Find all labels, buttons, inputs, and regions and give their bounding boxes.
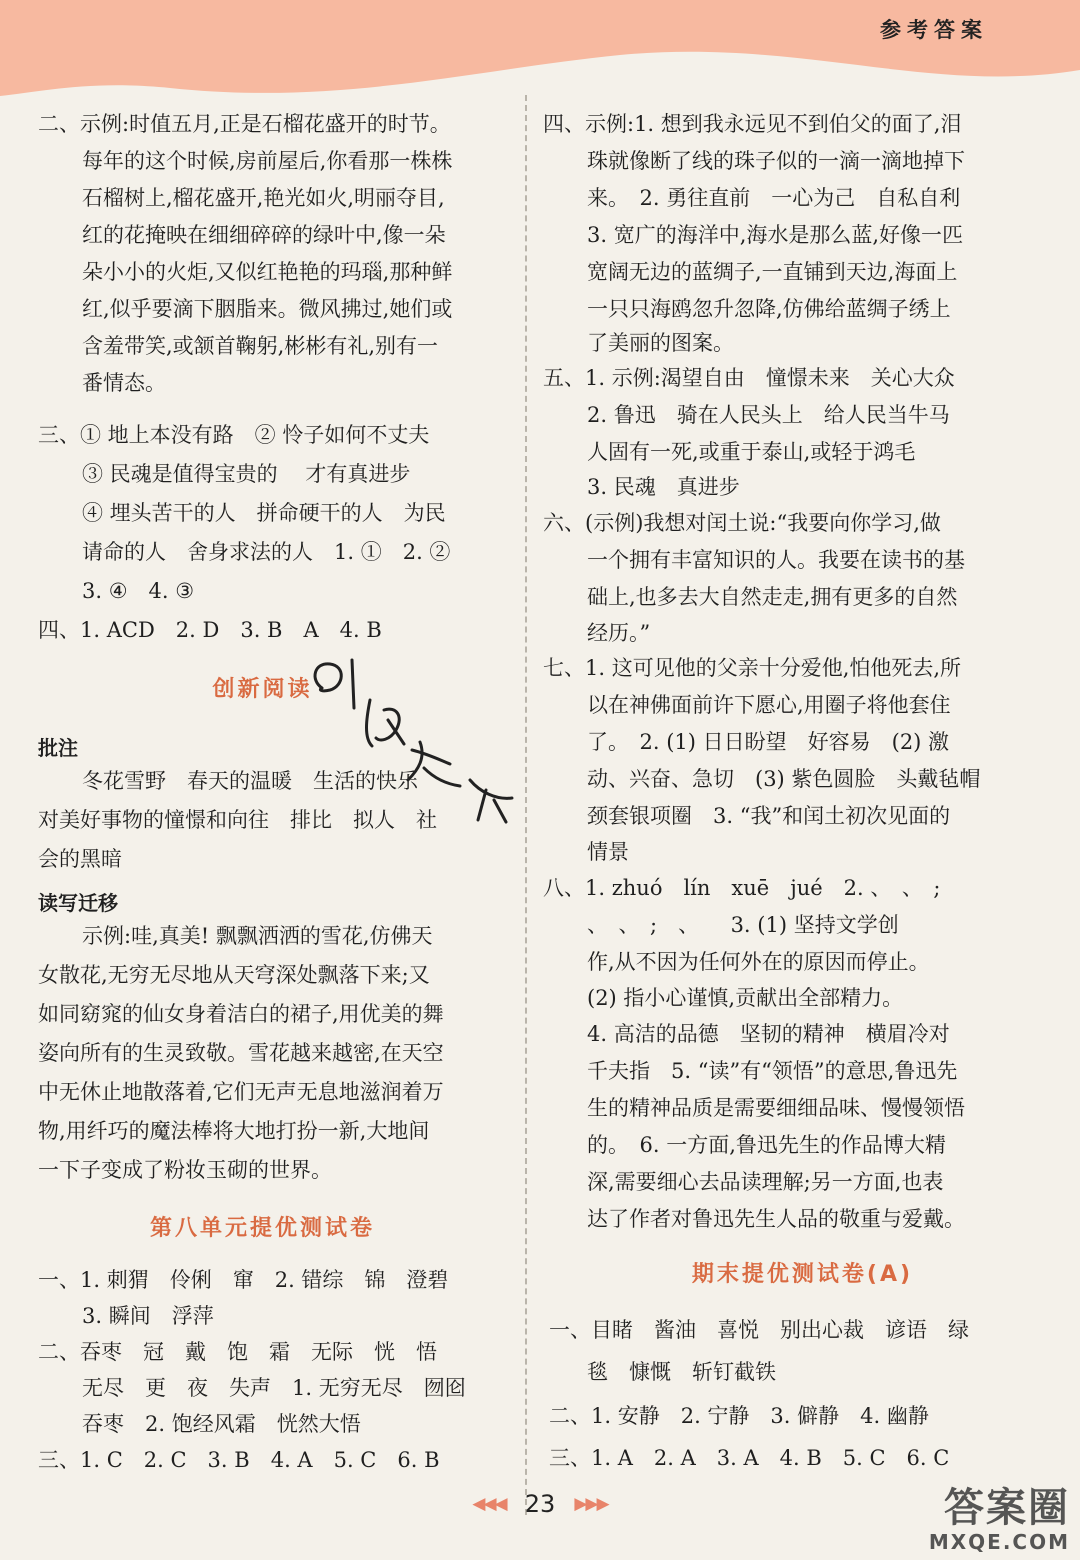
- answer-line: 女散花,无穷无尽地从天穹深处飘落下来;又: [38, 963, 430, 987]
- section-heading-unit8: 第八单元提优测试卷: [149, 1216, 375, 1241]
- answer-line: 毯 慷慨 斩钉截铁: [587, 1360, 776, 1384]
- answer-line: 一下子变成了粉妆玉砌的世界。: [38, 1158, 332, 1182]
- answer-line: ③ 民魂是值得宝贵的 才有真进步: [82, 462, 411, 486]
- answer-line: 七、1. 这可见他的父亲十分爱他,怕他死去,所: [543, 656, 962, 680]
- answer-line: ④ 埋头苦干的人 拼命硬干的人 为民: [82, 501, 446, 525]
- answer-line: 四、示例:1. 想到我永远见不到伯父的面了,泪: [543, 112, 962, 136]
- answer-line: 朵小小的火炬,又似红艳艳的玛瑙,那种鲜: [82, 260, 453, 284]
- answer-line: 如同窈窕的仙女身着洁白的裙子,用优美的舞: [38, 1002, 444, 1026]
- answer-line: 冬花雪野 春天的温暖 生活的快乐: [82, 769, 418, 793]
- answer-line: 3. ④ 4. ③: [82, 579, 195, 603]
- answer-line: 一、1. 刺猬 伶俐 窜 2. 错综 锦 澄碧: [38, 1268, 449, 1292]
- answer-line: 千夫指 5. “读”有“领悟”的意思,鲁迅先: [587, 1059, 958, 1083]
- answer-line: 二、1. 安静 2. 宁静 3. 僻静 4. 幽静: [549, 1404, 929, 1428]
- left-arrows-icon: ◀◀◀: [472, 1494, 506, 1514]
- watermark-url: MXQE.COM: [928, 1530, 1070, 1554]
- answer-line: 红的花掩映在细细碎碎的绿叶中,像一朵: [82, 223, 446, 247]
- answer-line: 经历。”: [587, 621, 651, 645]
- answer-line: 情景: [587, 840, 629, 864]
- answer-line: 人固有一死,或重于泰山,或轻于鸿毛: [587, 440, 916, 464]
- answer-line: 以在神佛面前许下愿心,用圈子将他套住: [587, 693, 951, 717]
- answer-line: 一、目睹 酱油 喜悦 别出心裁 谚语 绿: [549, 1318, 969, 1342]
- answer-line: 中无休止地散落着,它们无声无息地滋润着万: [38, 1080, 444, 1104]
- subheading-duxie: 读写迁移: [38, 891, 118, 915]
- page-footer: [0, 1490, 1080, 1540]
- answer-line: 二、示例:时值五月,正是石榴花盛开的时节。: [38, 112, 451, 136]
- answer-line: (2) 指小心谨慎,贡献出全部精力。: [587, 986, 904, 1010]
- answer-line: 4. 高洁的品德 坚韧的精神 横眉冷对: [587, 1022, 950, 1046]
- answer-line: 石榴树上,榴花盛开,艳光如火,明丽夺目,: [82, 186, 445, 210]
- answer-line: 了。 2. (1) 日日盼望 好容易 (2) 激: [587, 730, 950, 754]
- section-heading-innovation: 创新阅读: [212, 677, 313, 702]
- answer-line: 吞枣 2. 饱经风霜 恍然大悟: [82, 1412, 361, 1436]
- watermark-logo: [929, 1486, 1070, 1554]
- answer-line: 三、1. A 2. A 3. A 4. B 5. C 6. C: [549, 1446, 950, 1470]
- answer-line: 了美丽的图案。: [587, 331, 734, 355]
- answer-line: 会的黑暗: [38, 847, 122, 871]
- answer-line: 宽阔无边的蓝绸子,一直铺到天边,海面上: [587, 260, 958, 284]
- answer-line: 珠就像断了线的珠子似的一滴一滴地掉下: [587, 149, 965, 173]
- answer-line: 姿向所有的生灵致敬。雪花越来越密,在天空: [38, 1041, 444, 1065]
- answer-line: 三、① 地上本没有路 ② 怜子如何不丈夫: [38, 423, 430, 447]
- answer-line: 请命的人 舍身求法的人 1. ① 2. ②: [82, 540, 451, 564]
- answer-line: 对美好事物的憧憬和向往 排比 拟人 社: [38, 808, 437, 832]
- answer-line: 含羞带笑,或颔首鞠躬,彬彬有礼,别有一: [82, 334, 439, 358]
- answer-line: 3. 瞬间 浮萍: [82, 1304, 214, 1328]
- answer-line: 3. 宽广的海洋中,海水是那么蓝,好像一匹: [587, 223, 964, 247]
- answer-line: 八、1. zhuó lín xuē jué 2. 、 、 ;: [543, 876, 941, 900]
- answer-line: 来。 2. 勇往直前 一心为己 自私自利: [587, 186, 961, 210]
- answer-line: 四、1. ACD 2. D 3. B A 4. B: [38, 618, 382, 642]
- right-column: [525, 0, 1080, 1560]
- answer-line: 的。 6. 一方面,鲁迅先生的作品博大精: [587, 1133, 946, 1157]
- answer-line: 番情态。: [82, 371, 166, 395]
- subheading-pizhu: 批注: [38, 736, 78, 760]
- answer-line: 一个拥有丰富知识的人。我要在读书的基: [587, 548, 965, 572]
- answer-line: 生的精神品质是需要细细品味、慢慢领悟: [587, 1096, 965, 1120]
- answer-line: 红,似乎要滴下胭脂来。微风拂过,她们或: [82, 297, 453, 321]
- answer-line: 动、兴奋、急切 (3) 紫色圆脸 头戴毡帽: [587, 767, 981, 791]
- answer-line: 深,需要细心去品读理解;另一方面,也表: [587, 1170, 944, 1194]
- answer-line: 一只只海鸥忽升忽降,仿佛给蓝绸子绣上: [587, 297, 951, 321]
- answer-line: 物,用纤巧的魔法棒将大地打扮一新,大地间: [38, 1119, 430, 1143]
- answer-line: 3. 民魂 真进步: [587, 475, 740, 499]
- answer-line: 础上,也多去大自然走走,拥有更多的自然: [587, 585, 958, 609]
- page-number: 23: [524, 1490, 556, 1518]
- answer-line: 示例:哇,真美! 飘飘洒洒的雪花,仿佛天: [82, 924, 433, 948]
- answer-line: 颈套银项圈 3. “我”和闰土初次见面的: [587, 804, 951, 828]
- answer-line: 无尽 更 夜 失声 1. 无穷无尽 囫囵: [82, 1376, 466, 1400]
- header-title: 参考答案: [880, 18, 988, 42]
- handwritten-scribble: [300, 650, 530, 830]
- right-arrows-icon: ▶▶▶: [574, 1494, 608, 1514]
- watermark-text: 答案圈: [944, 1485, 1070, 1531]
- answer-line: 六、(示例)我想对闰土说:“我要向你学习,做: [543, 511, 941, 535]
- answer-line: 、 、 ; 、 3. (1) 坚持文学创: [587, 913, 899, 937]
- section-heading-final-a: 期末提优测试卷(A): [691, 1262, 914, 1287]
- answer-line: 每年的这个时候,房前屋后,你看那一株株: [82, 149, 453, 173]
- answer-line: 2. 鲁迅 骑在人民头上 给人民当牛马: [587, 403, 950, 427]
- answer-line: 二、吞枣 冠 戴 饱 霜 无际 恍 悟: [38, 1340, 437, 1364]
- answer-line: 达了作者对鲁迅先生人品的敬重与爱戴。: [587, 1207, 965, 1231]
- answer-line: 五、1. 示例:渴望自由 憧憬未来 关心大众: [543, 366, 955, 390]
- answer-line: 三、1. C 2. C 3. B 4. A 5. C 6. B: [38, 1448, 440, 1472]
- answer-line: 作,从不因为任何外在的原因而停止。: [587, 950, 930, 974]
